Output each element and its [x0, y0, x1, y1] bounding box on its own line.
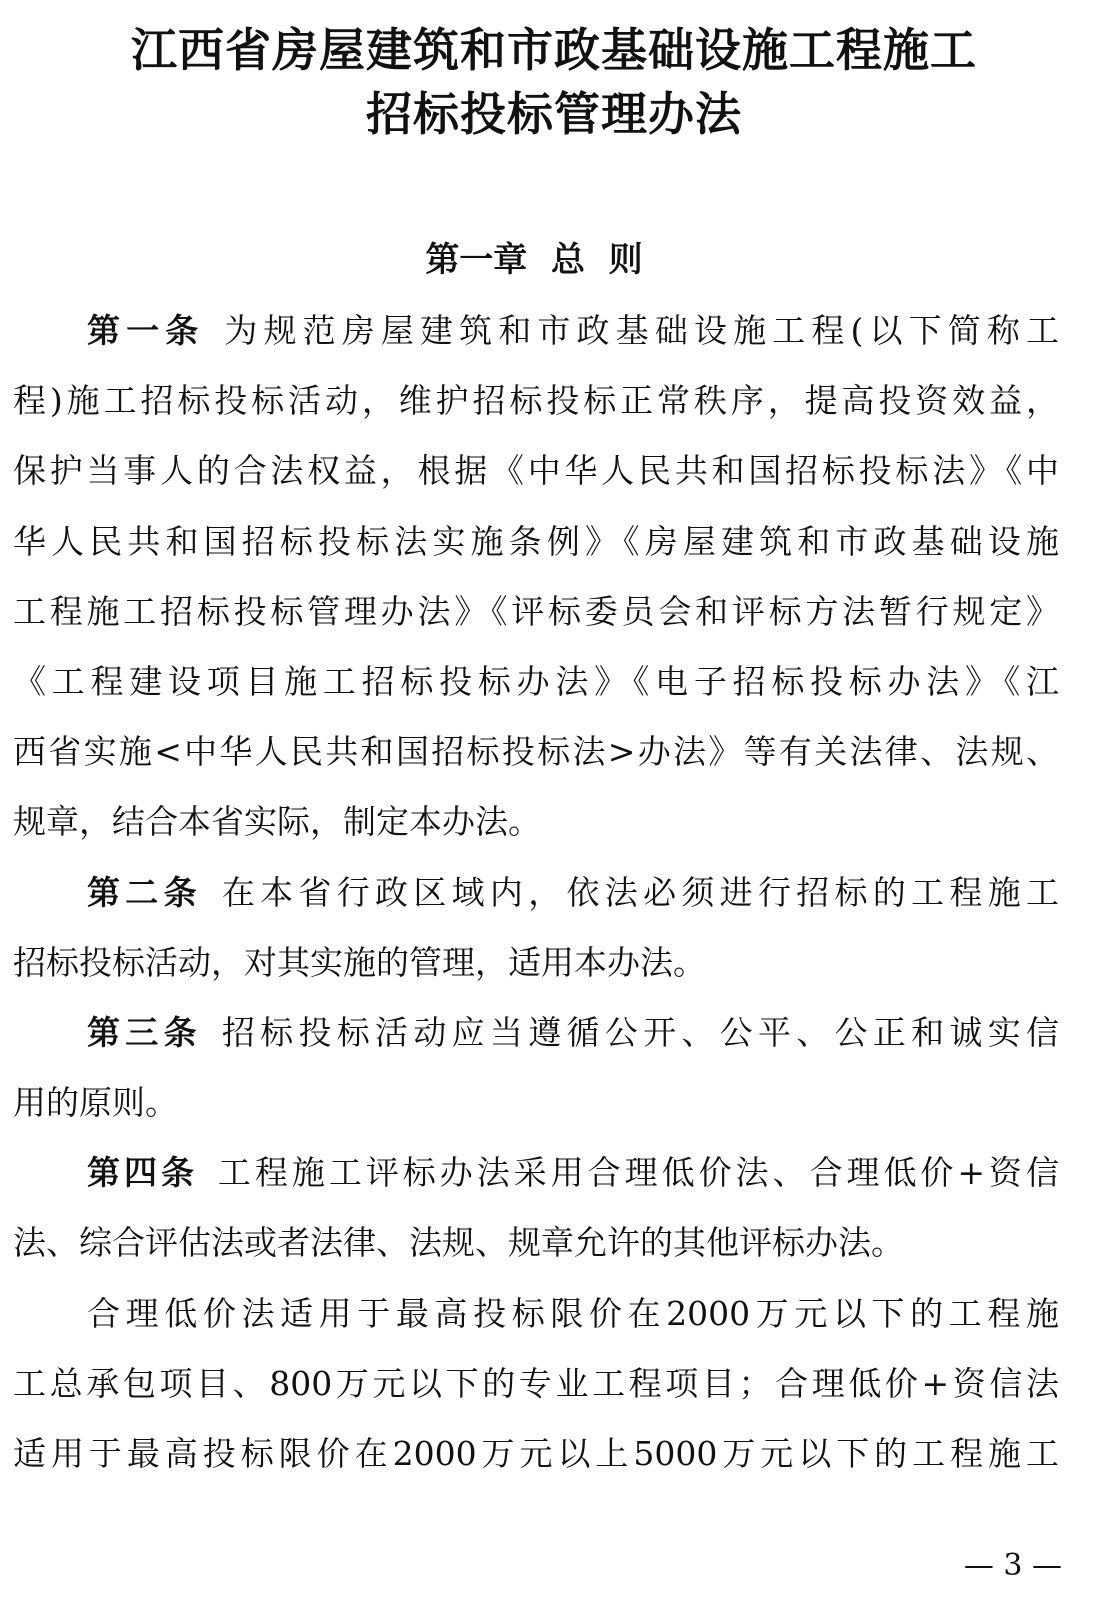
article-4-label: 第四条	[87, 1153, 198, 1193]
article-2-text-1: 在本省行政区域内，依法必须进行招标的工程施工	[221, 872, 1059, 912]
article-4-line-2: 法、综合评估法或者法律、法规、规章允许的其他评标办法。	[13, 1223, 904, 1263]
paragraph-line-2: 工总承包项目、800万元以下的专业工程项目；合理低价+资信法	[13, 1363, 1059, 1403]
article-1-line-7: 西省实施<中华人民共和国招标投标法>办法》等有关法律、法规、	[13, 732, 1059, 772]
paragraph-line-1: 合理低价法适用于最高投标限价在2000万元以下的工程施	[87, 1293, 1059, 1333]
title-line-1: 江西省房屋建筑和市政基础设施工程施工	[131, 23, 977, 77]
document-body	[13, 296, 1059, 1489]
title-line-2: 招标投标管理办法	[366, 87, 742, 141]
article-1-line-1	[13, 296, 1059, 366]
article-1-line-5: 工程施工招标投标管理办法》《评标委员会和评标方法暂行规定》	[13, 591, 1059, 631]
article-3-label: 第三条	[87, 1012, 202, 1052]
document-title	[0, 18, 1108, 146]
article-1-line-2: 程)施工招标投标活动，维护招标投标正常秩序，提高投资效益，	[13, 381, 1059, 421]
article-3-line-2: 用的原则。	[13, 1083, 178, 1123]
article-2-label: 第二条	[87, 872, 202, 912]
chapter-heading: 第一章 总 则	[425, 240, 643, 280]
article-3-text-1: 招标投标活动应当遵循公开、公平、公正和诚实信	[221, 1012, 1059, 1052]
article-1-line-6: 《工程建设项目施工招标投标办法》《电子招标投标办法》《江	[13, 661, 1059, 701]
article-1-text-1: 为规范房屋建筑和市政基础设施工程(以下简称工	[224, 311, 1059, 350]
article-4-text-1: 工程施工评标办法采用合理低价法、合理低价+资信	[217, 1153, 1059, 1193]
article-1-line-8: 规章，结合本省实际，制定本办法。	[13, 802, 541, 842]
article-2-line-2: 招标投标活动，对其实施的管理，适用本办法。	[13, 942, 706, 982]
article-2-line-1	[13, 858, 1059, 928]
article-1-label: 第一条	[87, 311, 205, 350]
paragraph-line-3: 适用于最高投标限价在2000万元以上5000万元以下的工程施工	[13, 1434, 1059, 1473]
article-1-line-4: 华人民共和国招标投标法实施条例》《房屋建筑和市政基础设施	[13, 521, 1059, 561]
article-4-line-1	[13, 1138, 1059, 1208]
page-number: — 3 —	[963, 1548, 1062, 1583]
article-3-line-1	[13, 998, 1059, 1068]
article-1-line-3: 保护当事人的合法权益，根据《中华人民共和国招标投标法》《中	[13, 451, 1059, 491]
